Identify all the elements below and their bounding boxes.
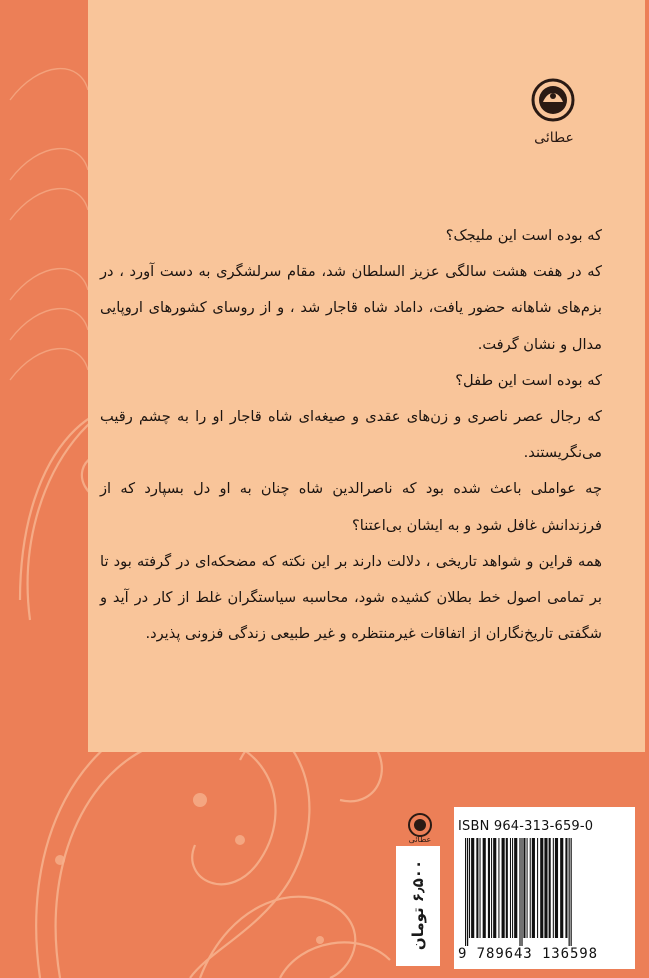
barcode-digits: 9 789643 136598 xyxy=(458,946,598,962)
barcode-bar xyxy=(506,838,508,938)
barcode-bar xyxy=(544,838,547,938)
barcode-bar xyxy=(480,838,481,938)
paragraph: چه عواملی باعث شده بود که ناصرالدین شاه چنان به او دل بسپارد که از فرزندانش غافل شود و به ایشان بی‌اعتنا؟ xyxy=(100,480,602,534)
barcode-bar xyxy=(469,838,470,938)
barcode-bar xyxy=(519,838,520,946)
barcode-bar xyxy=(565,838,567,938)
barcode-bar xyxy=(512,838,513,938)
publisher-name-small: عطائی xyxy=(408,835,432,844)
barcode-bar xyxy=(483,838,486,938)
barcode-bar xyxy=(465,838,466,946)
barcode-bar xyxy=(560,838,563,938)
paragraph: همه قراین و شواهد تاریخی ، دلالت دارند بر این نکته که مضحکه‌ای در گرفته بود تا بر تمامی اصول خط بطلان کشیده شود، محاسبه سیاستگران غلط از کار در آید و شگفتی تاریخ‌نگاران از اتفاقات غیرمنتظره و غیر طبیعی زندگی فزونی پذیرد. xyxy=(100,552,602,643)
back-cover-text xyxy=(100,218,602,652)
barcode-bar xyxy=(467,838,468,946)
barcode-bar xyxy=(532,838,535,938)
barcode-bar xyxy=(553,838,554,938)
barcode-bar xyxy=(555,838,558,938)
barcode-bar xyxy=(471,838,474,938)
barcode-bar xyxy=(527,838,528,938)
barcode-bar xyxy=(488,838,490,938)
barcode-bar xyxy=(491,838,492,938)
barcode xyxy=(463,838,629,946)
barcode-bar xyxy=(502,838,505,938)
barcode-bar xyxy=(498,838,499,938)
barcode-bar xyxy=(530,838,531,938)
publisher-name: عطائی xyxy=(534,130,574,146)
barcode-bar xyxy=(537,838,538,938)
barcode-bar xyxy=(493,838,496,938)
isbn-label: ISBN 964-313-659-0 xyxy=(458,819,594,834)
barcode-bar xyxy=(523,838,525,938)
barcode-bar xyxy=(514,838,517,938)
paragraph: که بوده است این ملیجک؟ xyxy=(445,227,602,244)
barcode-bar xyxy=(521,838,522,946)
barcode-bar xyxy=(569,838,570,946)
paragraph: که رجال عصر ناصری و زن‌های عقدی و صیغه‌ای شاه قاجار او را به چشم رقیب می‌نگریستند. xyxy=(100,408,602,462)
paragraph: که در هفت هشت سالگی عزیز السلطان شد، مقام سرلشگری به دست آورد ، در بزم‌های شاهانه حضور یافت، داماد شاه قاجار شد ، و از روسای کشورهای اروپایی مدال و نشان گرفت. xyxy=(100,263,602,353)
paragraph: که بوده است این طفل؟ xyxy=(455,371,602,389)
barcode-bar xyxy=(540,838,543,938)
barcode-bar xyxy=(476,838,478,938)
price-label: ۶٫۵۰۰ تومان xyxy=(409,859,427,951)
barcode-bar xyxy=(571,838,572,946)
barcode-bar xyxy=(549,838,551,938)
barcode-bar xyxy=(510,838,511,938)
